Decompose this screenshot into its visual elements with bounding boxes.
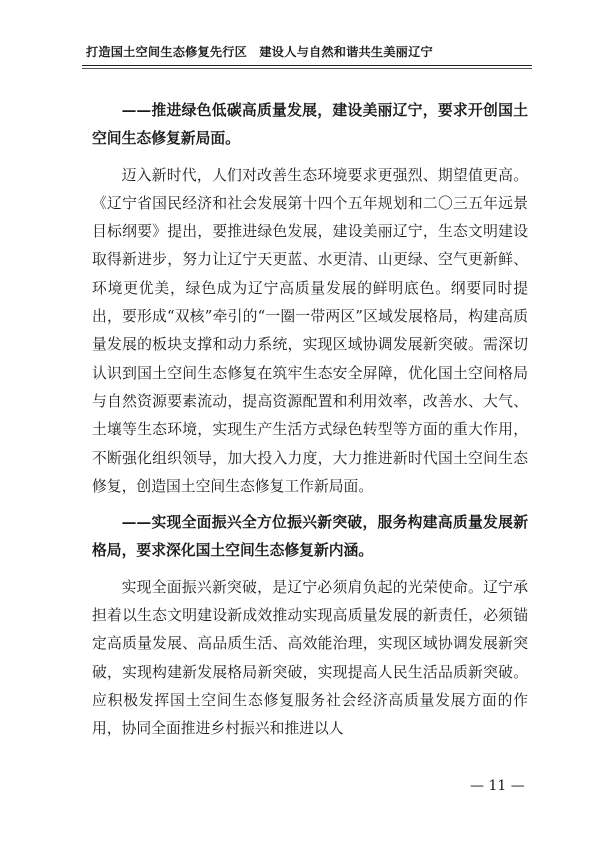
page-number: — 11 —	[470, 778, 525, 794]
section-heading-2: ——实现全面振兴全方位振兴新突破，服务构建高质量发展新格局，要求深化国土空间生态修复新内涵。	[92, 514, 528, 560]
document-body	[92, 97, 528, 744]
body-paragraph-2: 实现全面振兴新突破，是辽宁必须肩负起的光荣使命。辽宁承担着以生态文明建设新成效推动实现高质量发展的新责任，必须锚定高质量发展、高品质生活、高效能治理，实现区域协调发展新突破，实现构建新发展格局新突破，实现提高人民生活品质新突破。应积极发挥国土空间生态修复服务社会经济高质量发展方面的作用，协同全面推进乡村振兴和推进以人	[92, 578, 528, 738]
header-rule-thick	[82, 65, 532, 66]
section-heading-1: ——推进绿色低碳高质量发展，建设美丽辽宁，要求开创国土空间生态修复新局面。	[92, 102, 528, 148]
running-header: 打造国土空间生态修复先行区 建设人与自然和谐共生美丽辽宁	[86, 45, 433, 59]
header-rule-thin	[82, 68, 532, 69]
body-paragraph-1: 迈入新时代，人们对改善生态环境要求更强烈、期望值更高。《辽宁省国民经济和社会发展第十四个五年规划和二〇三五年远景目标纲要》提出，要推进绿色发展，建设美丽辽宁，生态文明建设取得新进步，努力让辽宁天更蓝、水更清、山更绿、空气更新鲜、环境更优美，绿色成为辽宁高质量发展的鲜明底色。纲要同时提出，要形成“双核”牵引的“一圈一带两区”区域发展格局，构建高质量发展的板块支撑和动力系统，实现区域协调发展新突破。需深切认识到国土空间生态修复在筑牢生态安全屏障，优化国土空间格局与自然资源要素流动，提高资源配置和利用效率，改善水、大气、土壤等生态环境，实现生产生活方式绿色转型等方面的重大作用，不断强化组织领导，加大投入力度，大力推进新时代国土空间生态修复，创造国土空间生态修复工作新局面。	[92, 166, 528, 495]
